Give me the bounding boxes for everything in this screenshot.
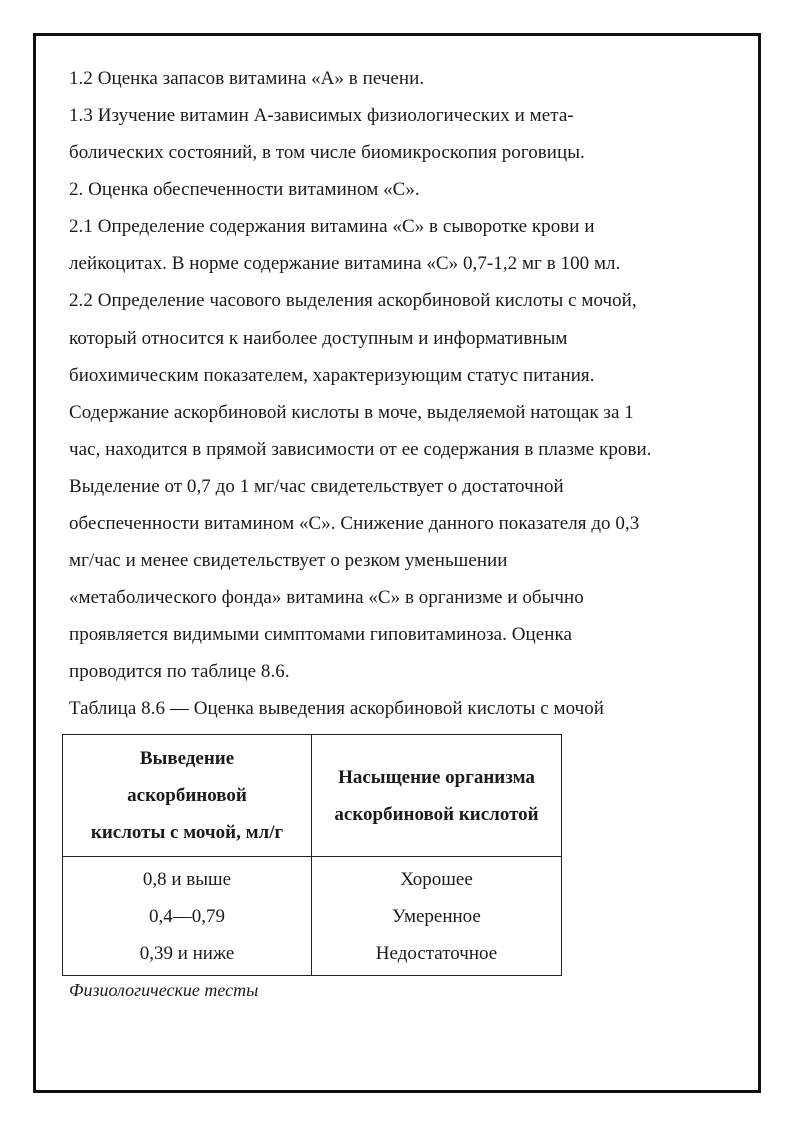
cell-value: Хорошее [400,869,473,890]
text-line: 2.2 Определение часового выделения аскорбиновой кислоты с мочой, [69,290,637,311]
header-line: кислоты с мочой, мл/г [90,822,284,843]
text-line: «метаболического фонда» витамина «С» в организме и обычно [69,587,584,608]
cell-value: Недостаточное [375,943,498,964]
text-line: 1.2 Оценка запасов витамина «А» в печени. [69,68,425,89]
header-line: аскорбиновой кислотой [334,803,539,825]
header-line: Выведение [139,748,235,769]
text-line: который относится к наиболее доступным и информативным [69,328,568,349]
table-cell [312,857,562,976]
cell-value: 0,8 и выше [142,869,232,890]
cell-value: 0,39 и ниже [139,943,235,964]
text-line: 1.3 Изучение витамин А-зависимых физиологических и мета- [69,105,574,126]
text-line: 2.1 Определение содержания витамина «С» в сыворотке крови и [69,216,595,237]
section-caption: Физиологические тесты [69,980,259,1000]
text-line: обеспеченности витамином «С». Снижение данного показателя до 0,3 [69,513,640,534]
table-cell [63,857,312,976]
table-row [63,857,562,976]
text-line: проявляется видимыми симптомами гиповитаминоза. Оценка [69,624,572,645]
text-line: болических состояний, в том числе биомикроскопия роговицы. [69,142,585,163]
text-line: проводится по таблице 8.6. [69,661,290,682]
vitamin-c-table [62,734,562,976]
table-header-cell [63,735,312,857]
header-line: аскорбиновой [127,785,247,806]
table-header-row [63,735,562,857]
text-line: час, находится в прямой зависимости от ее содержания в плазме крови. [69,439,652,460]
cell-value: Умеренное [392,906,481,927]
cell-value: 0,4—0,79 [149,906,225,927]
text-line: мг/час и менее свидетельствует о резком уменьшении [69,550,508,571]
table-header-cell [312,735,562,857]
text-line: лейкоцитах. В норме содержание витамина «С» 0,7-1,2 мг в 100 мл. [69,253,621,274]
text-line: 2. Оценка обеспеченности витамином «С». [69,179,420,200]
header-line: Насыщение организма [338,766,535,788]
table-title: Таблица 8.6 — Оценка выведения аскорбиновой кислоты с мочой [69,698,604,719]
text-line: Содержание аскорбиновой кислоты в моче, выделяемой натощак за 1 [69,402,634,423]
text-line: Выделение от 0,7 до 1 мг/час свидетельствует о достаточной [69,476,564,497]
text-line: биохимическим показателем, характеризующим статус питания. [69,365,595,386]
